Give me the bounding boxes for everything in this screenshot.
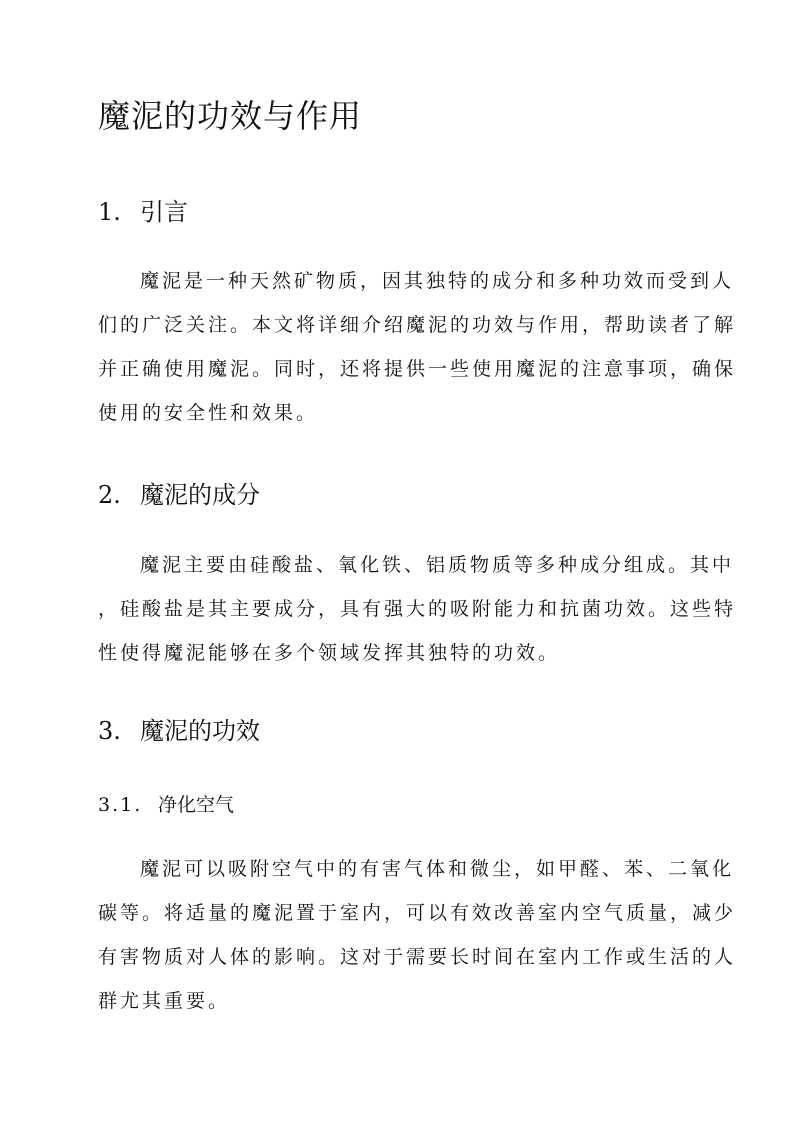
section-number: 1.	[98, 198, 121, 226]
page-title: 魔泥的功效与作用	[98, 97, 363, 135]
paragraph-line: 并正确使用魔泥。同时，还将提供一些使用魔泥的注意事项，确保	[98, 358, 737, 380]
section-number: 3.	[98, 717, 121, 745]
section-title: 引言	[140, 198, 188, 226]
paragraph-line: 魔泥是一种天然矿物质，因其独特的成分和多种功效而受到人	[140, 270, 735, 292]
paragraph-line: 使用的安全性和效果。	[98, 402, 319, 424]
section-number: 2.	[98, 481, 121, 509]
composition-paragraph	[98, 543, 737, 675]
section-heading-intro	[98, 194, 188, 230]
subsection-number: 3.1.	[98, 794, 143, 816]
paragraph-line: 性使得魔泥能够在多个领域发挥其独特的功效。	[98, 642, 561, 664]
paragraph-line: ，硅酸盐是其主要成分，具有强大的吸附能力和抗菌功效。这些特	[98, 598, 737, 620]
intro-paragraph	[98, 259, 737, 435]
subsection-title: 净化空气	[158, 794, 235, 816]
section-title: 魔泥的成分	[140, 481, 260, 509]
paragraph-line: 魔泥可以吸附空气中的有害气体和微尘，如甲醛、苯、二氧化	[140, 858, 735, 880]
paragraph-line: 有害物质对人体的影响。这对于需要长时间在室内工作或生活的人	[98, 946, 737, 968]
paragraph-line: 魔泥主要由硅酸盐、氧化铁、铝质物质等多种成分组成。其中	[140, 554, 735, 576]
section-heading-effects	[98, 713, 260, 749]
purify-air-paragraph	[98, 847, 737, 1023]
section-title: 魔泥的功效	[140, 717, 260, 745]
paragraph-line: 碳等。将适量的魔泥置于室内，可以有效改善室内空气质量，减少	[98, 902, 737, 924]
subsection-heading-purify-air	[98, 790, 234, 820]
section-heading-composition	[98, 477, 260, 513]
paragraph-line: 群尤其重要。	[98, 990, 231, 1012]
paragraph-line: 们的广泛关注。本文将详细介绍魔泥的功效与作用，帮助读者了解	[98, 314, 737, 336]
